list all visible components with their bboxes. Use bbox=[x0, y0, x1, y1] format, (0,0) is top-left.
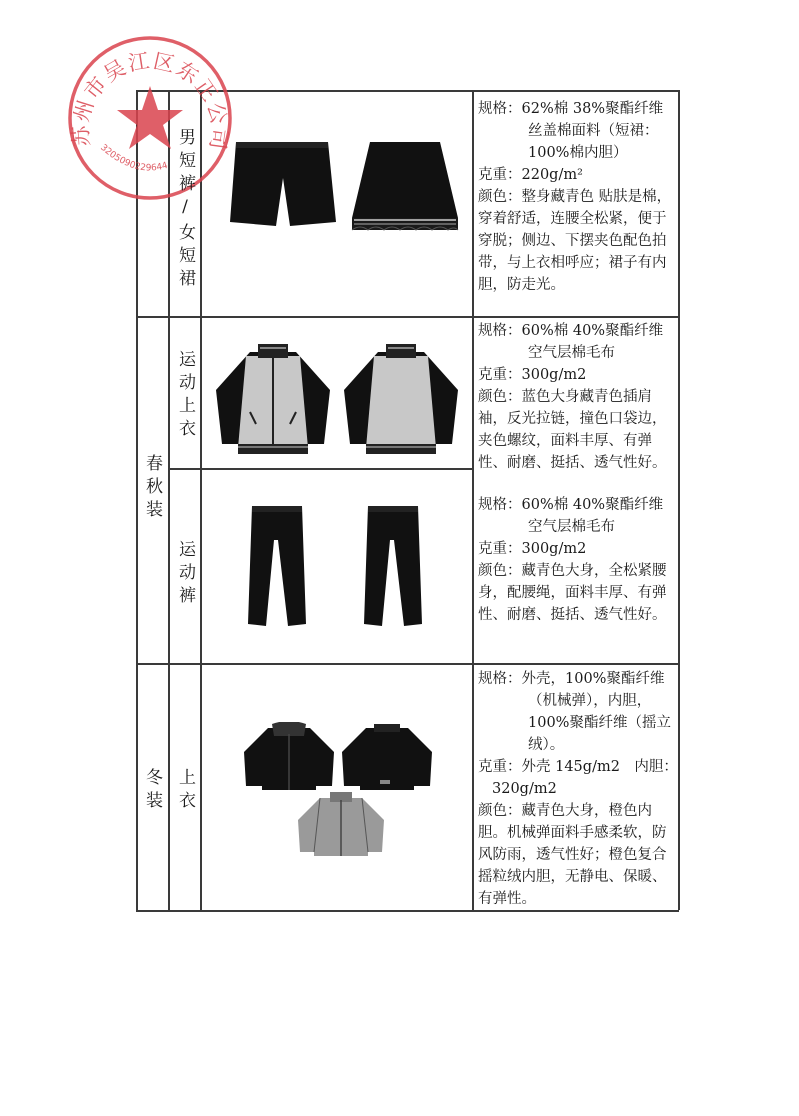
sports-pants-front-image bbox=[246, 504, 308, 630]
girls-skirt-image bbox=[348, 138, 462, 234]
spring-autumn-category-label: 春秋装 bbox=[142, 454, 162, 523]
svg-text:3205090229644: 3205090229644 bbox=[98, 142, 169, 174]
shorts-category-label: 男短裤/女短裙 bbox=[175, 128, 195, 292]
svg-text:苏州市吴江区东正公司: 苏州市吴江区东正公司 bbox=[68, 48, 232, 153]
sports-top-label: 运动上衣 bbox=[175, 350, 195, 442]
sports-pants-back-image bbox=[362, 504, 424, 630]
winter-top-label: 上衣 bbox=[175, 768, 195, 814]
sports-top-description: 规格：60%棉 40%聚酯纤维 空气层棉毛布 克重：300g/m2 颜色：蓝色大身藏青色插肩袖，反光拉链，撞色口袋边，夹色螺纹，面料丰厚、有弹性、耐磨、挺括、透气性好。 bbox=[478, 323, 667, 471]
sports-jacket-front-image bbox=[212, 340, 334, 460]
shorts-description: 规格：62%棉 38%聚酯纤维 丝盖棉面料（短裙： 100%棉内胆） 克重：220g/m² 颜色：整身藏青色 贴肤是棉，穿着舒适，连腰全松紧，便于穿脱；侧边、下摆夹色配色拍带，与上衣相呼应；裙子有内胆，防走光。 bbox=[478, 101, 672, 293]
winter-category-label: 冬装 bbox=[142, 768, 162, 814]
winter-coat-front-image bbox=[242, 722, 336, 792]
boys-shorts-image bbox=[228, 138, 338, 230]
sports-pants-label: 运动裤 bbox=[175, 540, 195, 609]
winter-top-description: 规格：外壳，100%聚酯纤维 （机械弹），内胆， 100%聚酯纤维（摇立 绒）。 克重：外壳 145g/m2 内胆： 320g/m2 颜色：藏青色大身，橙色内胆。机械弹面料手感柔软，防风防雨，透气性好；橙色复合摇粒绒内胆，无静电、保暖、有弹性。 bbox=[478, 671, 678, 907]
sports-pants-description: 规格：60%棉 40%聚酯纤维 空气层棉毛布 克重：300g/m2 颜色：藏青色大身，全松紧腰身，配腰绳，面料丰厚、有弹性、耐磨、挺括、透气性好。 bbox=[478, 497, 667, 623]
winter-coat-back-image bbox=[340, 722, 434, 792]
company-seal bbox=[60, 28, 240, 208]
winter-fleece-lining-image bbox=[296, 792, 386, 858]
sports-jacket-back-image bbox=[340, 340, 462, 460]
